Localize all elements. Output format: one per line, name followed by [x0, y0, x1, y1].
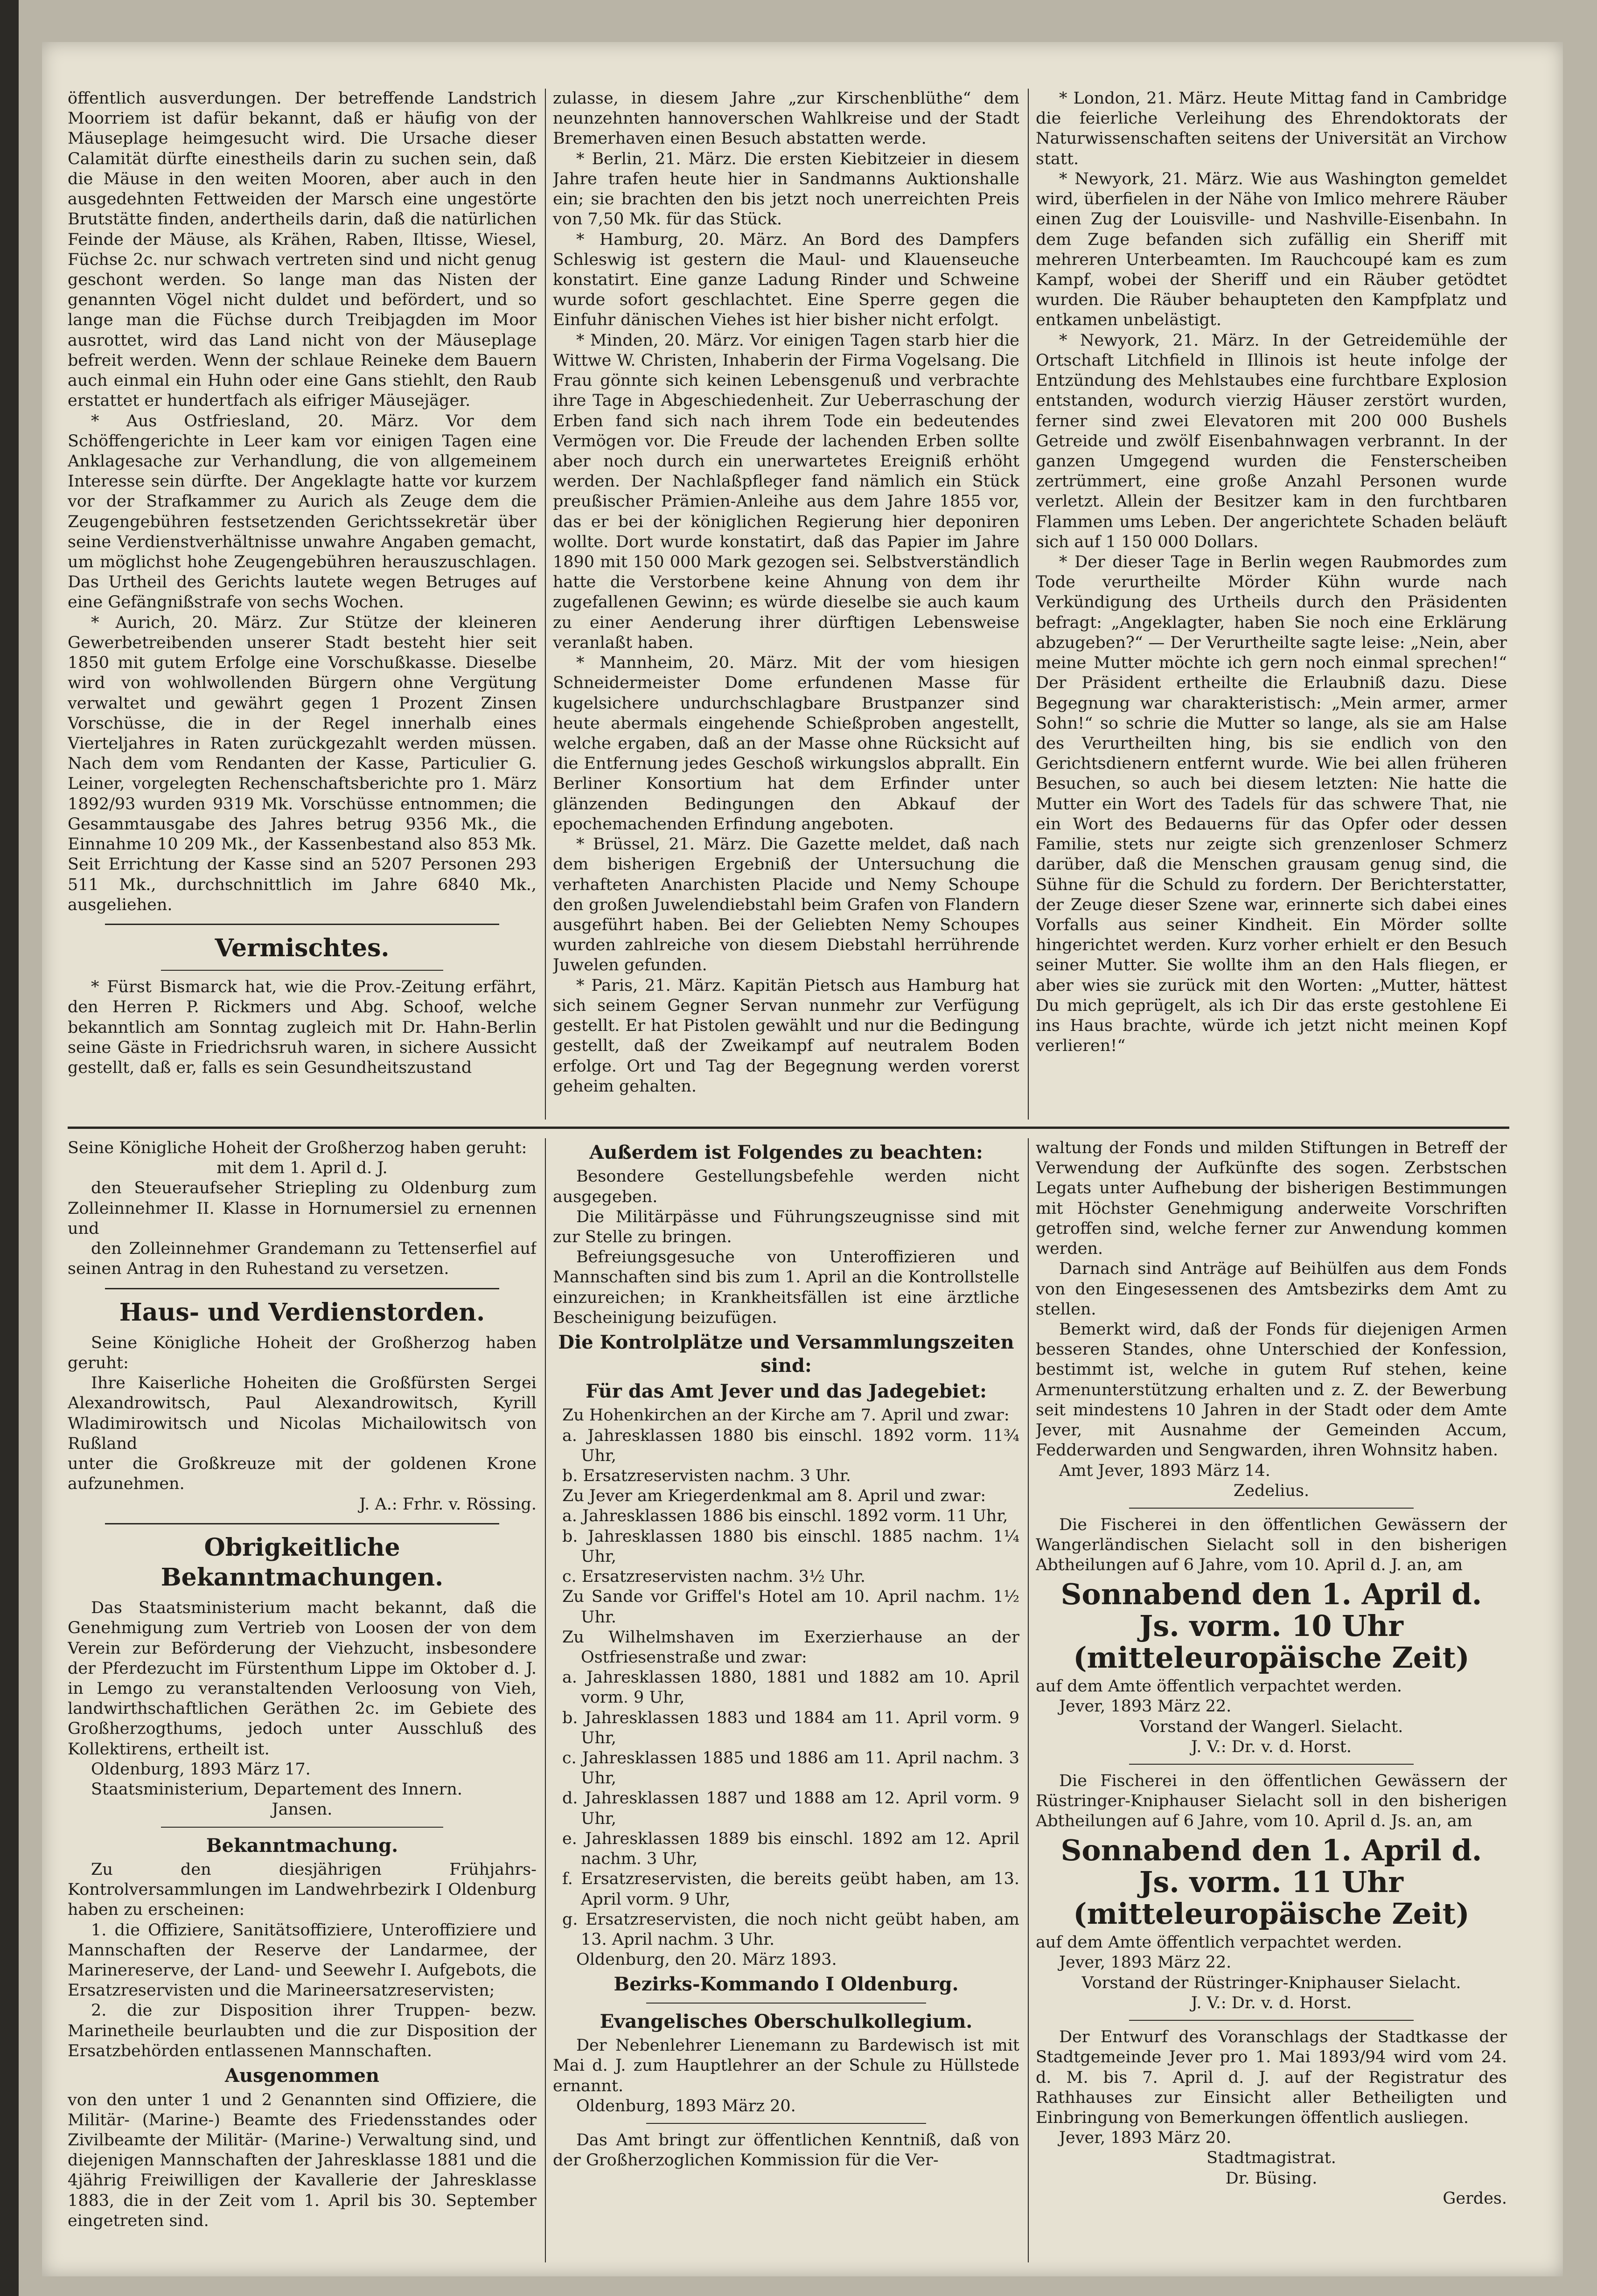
- fischerei-wanger-termin: Sonnabend den 1. April d. Js. vorm. 10 Uhr (mitteleuropäische Zeit): [1060, 1577, 1482, 1675]
- fonds-text: waltung der Fonds und milden Stiftungen in Betreff der Verwendung der Aufkünfte des sogen. Zerbstschen Legats unter Aufhebung der bisherigen Bestimmungen mit Höchster Genehmigung anderweite Vorschriften getroffen sind, welche ferner zur Anwendung kommen werden.: [1036, 1139, 1507, 1259]
- divider: [105, 1288, 499, 1289]
- column-rule-top-1: [545, 89, 546, 1120]
- announcement-striepling: den Steueraufseher Striepling zu Oldenburg zum Zolleinnehmer II. Klasse in Hornumersiel zu ernennen und: [68, 1179, 537, 1238]
- orden-grosskreuze: unter die Großkreuze mit der goldenen Krone aufzunehmen.: [68, 1454, 537, 1494]
- schedule-line: Zu Wilhelmshaven im Exerzierhause an der Ostfriesenstraße und zwar:: [562, 1628, 1019, 1667]
- stadtkasse-buesing: Dr. Büsing.: [1225, 2169, 1318, 2188]
- article-newyork-explosion: * Newyork, 21. März. In der Getreidemühle der Ortschaft Litchfield in Illinois ist heute infolge der Entzündung des Mehlstaubes eine furchtbare Explosion entstanden, wodurch vierzig Häuser zerstört wurden, ferner sind zwei Elevatoren mit 200 000 Bushels Getreide und zwölf Eisenbahnwagen verbrannt. In der ganzen Umgegend wurden die Fensterscheiben zertrümmert, eine große Anzahl Personen wurde verletzt. Allein der Besitzer kam in den furchtbaren Flammen ums Leben. Der angerichtete Schaden beläuft sich auf 1 150 000 Dollars.: [1036, 331, 1507, 551]
- column-rule-bottom-1: [545, 1138, 546, 2262]
- article-bremerhaven: zulasse, in diesem Jahre „zur Kirschenblüthe“ dem neunzehnten hannoverschen Wahlkreise und der Stadt Bremerhaven einen Besuch abstatten werde.: [553, 89, 1019, 148]
- notice-amt-kommission: Das Amt bringt zur öffentlichen Kenntniß, daß von der Großherzoglichen Kommission für die Ver-: [553, 2131, 1019, 2170]
- rule-militaerpaesse: Die Militärpässe und Führungszeugnisse sind mit zur Stelle zu bringen.: [553, 1207, 1019, 1247]
- notice-lotterie-signature: Jansen.: [272, 1800, 333, 1819]
- notice-lienemann: Der Nebenlehrer Lienemann zu Bardewisch ist mit Mai d. J. zum Hauptlehrer an der Schule zu Hüllstede ernannt.: [553, 2036, 1019, 2095]
- fischerei-wanger-vorstand: Vorstand der Wangerl. Sielacht.: [1139, 1717, 1403, 1736]
- schedule-line: a. Jahresklassen 1880 bis einschl. 1892 vorm. 11¾ Uhr,: [562, 1426, 1019, 1465]
- top-column-2: [553, 89, 1019, 1120]
- kommando-date: Oldenburg, den 20. März 1893.: [576, 1950, 837, 1969]
- column-rule-top-2: [1028, 89, 1029, 1120]
- fonds-signature: Zedelius.: [1233, 1481, 1310, 1500]
- heading-divider: [161, 970, 443, 971]
- schedule-line: b. Jahresklassen 1883 und 1884 am 11. April vorm. 9 Uhr,: [562, 1708, 1019, 1747]
- fischerei-wanger-text: Die Fischerei in den öffentlichen Gewässern der Wangerländischen Sielacht soll in den bisherigen Abtheilungen auf 6 Jahre, vom 10. April d. J. an, am: [1036, 1515, 1507, 1575]
- divider: [1129, 1508, 1414, 1509]
- article-mannheim: * Mannheim, 20. März. Mit der vom hiesigen Schneidermeister Dome erfundenen Masse für kugelsichere undurchschlagbare Brustpanzer sind heute abermals eingehende Schießproben angestellt, welche ergaben, daß an der Masse ohne Rücksicht auf die Entfernung jedes Geschoß wirkungslos abprallt. Ein Berliner Konsortium hat dem Erfinder unter glänzenden Bedingungen den Abkauf der epochemachenden Erfindung angeboten.: [553, 654, 1019, 834]
- schedule-line: c. Jahresklassen 1885 und 1886 am 11. April nachm. 3 Uhr,: [562, 1749, 1019, 1788]
- schedule-line: Zu Jever am Kriegerdenkmal am 8. April und zwar:: [562, 1487, 986, 1506]
- kontrol-intro: Zu den diesjährigen Frühjahrs-Kontrolversammlungen im Landwehrbezirk I Oldenburg haben zu erscheinen:: [68, 1860, 537, 1920]
- heading-hausorden: Haus- und Verdienstorden.: [119, 1298, 485, 1327]
- article-aurich: * Aurich, 20. März. Zur Stütze der kleineren Gewerbetreibenden unserer Stadt besteht hier seit 1850 mit gutem Erfolge eine Vorschußkasse. Dieselbe wird von wohlwollenden Bürgern ohne Vergütung verwaltet und gewährt gegen 1 Prozent Zinsen Vorschüsse, die in der Regel innerhalb eines Vierteljahres in Raten zurückgezahlt werden müssen. Nach dem vom Rendanten der Kasse, Particulier G. Leiner, vorgelegten Rechenschaftsberichte pro 1. März 1892/93 wurden 9319 Mk. Vorschüsse entnommen; die Gesammtausgabe des Jahres betrug 9356 Mk., die Einnahme 10 209 Mk., der Kassenbestand also 853 Mk. Seit Errichtung der Kasse sind an 5207 Personen 293 511 Mk., durchschnittlich im Jahre 6840 Mk., ausgeliehen.: [68, 613, 537, 914]
- heading-ausgenommen: Ausgenommen: [225, 2065, 379, 2087]
- stadtkasse-text: Der Entwurf des Voranschlags der Stadtkasse der Stadtgemeinde Jever pro 1. Mai 1893/94 wird vom 24. d. M. bis 7. April d. J. auf der Registratur des Rathhauses zur Einsicht aller Betheiligten und Einbringung von Bemerkungen öffentlich ausliegen.: [1036, 2028, 1507, 2127]
- article-moorriem: öffentlich ausverdungen. Der betreffende Landstrich Moorriem ist dafür bekannt, daß er häufig von der Mäuseplage heimgesucht wird. Die Ursache dieser Calamität dürfte einestheils darin zu suchen sein, daß die Mäuse in den weiten Mooren, aber auch in den ausgedehnten Fettweiden der Marsch eine ungestörte Brutstätte finden, andertheils darin, daß die natürlichen Feinde der Mäuse, als Krähen, Raben, Iltisse, Wiesel, Füchse 2c. nur schwach vertreten sind und nicht genug geschont werden. So lange man das Nisten der genannten Vögel nicht duldet und befördert, und so lange man die Füchse durch Treibjagden im Moor ausrottet, wird das Land nicht von der Mäuseplage befreit werden. Wenn der schlaue Reineke dem Bauern auch einmal ein Huhn oder eine Gans stiehlt, den Raub erstattet er hundertfach als eifriger Mäusejäger.: [68, 89, 537, 410]
- rule-gestellung: Besondere Gestellungsbefehle werden nicht ausgegeben.: [553, 1167, 1019, 1206]
- notice-lienemann-date: Oldenburg, 1893 März 20.: [576, 2096, 796, 2115]
- article-paris: * Paris, 21. März. Kapitän Pietsch aus Hamburg hat sich seinem Gegner Servan nunmehr zur Verfügung gestellt. Er hat Pistolen gewählt und nur die Bedingung gestellt, daß der Zweikampf auf neutralem Boden erfolge. Ort und Tag der Begegnung werden vorerst geheim gehalten.: [553, 976, 1019, 1096]
- article-newyork-train: * Newyork, 21. März. Wie aus Washington gemeldet wird, überfielen in der Nähe von Imlico mehrere Räuber einen Zug der Louisville- und Nashville-Eisenbahn. In dem Zuge befanden sich zufällig ein Sheriff mit mehreren Unterbeamten. Im Rauchcoupé kam es zum Kampf, wobei der Sheriff und ein Räuber getödtet wurden. Die Räuber behaupteten den Kampfplatz und entkamen unbelästigt.: [1036, 169, 1507, 330]
- section-heading-vermischtes: Vermischtes.: [215, 933, 390, 962]
- binding-edge: [0, 0, 19, 2296]
- fischerei-ruestringer-signature: J. V.: Dr. v. d. Horst.: [1191, 1993, 1352, 2012]
- article-london: * London, 21. März. Heute Mittag fand in Cambridge die feierliche Verleihung des Ehrendoktorats der Naturwissenschaften seitens der Universität an Virchow statt.: [1036, 89, 1507, 168]
- fischerei-wanger-signature: J. V.: Dr. v. d. Horst.: [1191, 1737, 1352, 1756]
- stadtkasse-magistrat: Stadtmagistrat.: [1206, 2149, 1336, 2168]
- divider: [1129, 1764, 1414, 1765]
- article-minden: * Minden, 20. März. Vor einigen Tagen starb hier die Wittwe W. Christen, Inhaberin der Firma Vogelsang. Die Frau gönnte sich keinen Lebensgenuß und verbrachte ihre Tage in Abgeschiedenheit. Zur Ueberraschung der Erben fand sich nach ihrem Tode ein bedeutendes Vermögen vor. Die Freude der lachenden Erben sollte aber noch durch ein unerwartetes Ereigniß erhöht werden. Der Nachlaßpfleger fand nämlich ein Stück preußischer Prämien-Anleihe aus dem Jahre 1855 vor, das er bei der königlichen Regierung hier deponiren wollte. Dort wurde konstatirt, daß das Papier im Jahre 1890 mit 150 000 Mark gezogen sei. Selbstverständlich hatte die Verstorbene keine Ahnung von dem ihr zugefallenen Gewinn; es würde dieselbe sie auch kaum zu einer Aenderung ihrer dürftigen Lebensweise veranlaßt haben.: [553, 331, 1019, 652]
- heading-amt-jever: Für das Amt Jever und das Jadegebiet:: [586, 1380, 987, 1402]
- article-hamburg: * Hamburg, 20. März. An Bord des Dampfers Schleswig ist gestern die Maul- und Klauenseuche konstatirt. Eine ganze Ladung Rinder und Schweine wurde sofort geschlachtet. Eine Sperre gegen die Einfuhr dänischen Viehes ist hier bisher nicht erfolgt.: [553, 230, 1019, 330]
- bottom-column-2: [553, 1138, 1019, 2262]
- stadtkasse-gerdes: Gerdes.: [1443, 2189, 1507, 2208]
- kontrol-exceptions: von den unter 1 und 2 Genannten sind Offiziere, die Militär- (Marine-) Beamte des Friedensstandes oder Zivilbeamte der Militär- (Marine-) Verwaltung sind, und diejenigen Mannschaften der Jahresklasse 1881 und die 4jährig Freiwilligen der Kavallerie der Jahresklasse 1883, die in der Zeit vom 1. April bis 30. September eingetreten sind.: [68, 2090, 537, 2230]
- fischerei-ruestringer-text: Die Fischerei in den öffentlichen Gewässern der Rüstringer-Kniphauser Sielacht soll in den bisherigen Abtheilungen auf 6 Jahre, vom 10. April d. Js. an, am: [1036, 1772, 1507, 1831]
- notice-lotterie-ministry: Staatsministerium, Departement des Innern.: [91, 1780, 462, 1799]
- column-rule-bottom-2: [1028, 1138, 1029, 2262]
- announcement-grandemann: den Zolleinnehmer Grandemann zu Tettenserfiel auf seinen Antrag in den Ruhestand zu versetzen.: [68, 1239, 537, 1279]
- divider: [1129, 2020, 1414, 2021]
- orden-grossfuersten: Ihre Kaiserliche Hoheiten die Großfürsten Sergei Alexandrowitsch, Paul Alexandrowitsch, Kyrill Wladimirowitsch und Nicolas Michailowitsch von Rußland: [68, 1374, 537, 1453]
- orden-signature: J. A.: Frhr. v. Rössing.: [359, 1495, 537, 1514]
- kommando-signature: Bezirks-Kommando I Oldenburg.: [614, 1973, 959, 1996]
- section-divider: [105, 924, 499, 925]
- article-moerder-kuehn: * Der dieser Tage in Berlin wegen Raubmordes zum Tode verurtheilte Mörder Kühn wurde nach Verkündigung des Urtheils durch den Präsidenten befragt: „Angeklagter, haben Sie noch eine Erklärung abzugeben?“ — Der Verurtheilte sagte leise: „Nein, aber meine Mutter möchte ich gern noch einmal sprechen!“ Der Präsident ertheilte die Erlaubniß dazu. Diese Begegnung war charakteristisch: „Mein armer, armer Sohn!“ so schrie die Mutter so lange, als sie am Halse des Verurtheilten hing, bis sie endlich von den Gerichtsdienern entfernt wurde. Wie bei allen früheren Besuchen, so auch bei diesem letzten: Nie hatte die Mutter ein Wort des Tadels für das schwere That, nie ein Wort des Bedauerns für das Opfer oder dessen Familie, stets nur zeigte sich grenzenloser Schmerz darüber, daß die Menschen grausam genug sind, die Sühne für die Schuld zu fordern. Der Berichterstatter, der Zeuge dieser Szene war, erinnerte sich dabei eines Vorfalls aus seiner Kindheit. Ein Mörder sollte hingerichtet werden. Kurz vorher erhielt er den Besuch seiner Mutter. Sie wollte ihm an den Hals fliegen, er aber wies sie zurück mit den Worten: „Mutter, hättest Du mich geprügelt, als ich Dir das erste gestohlene Ei ins Haus brachte, würde ich jetzt nicht meinen Kopf verlieren!“: [1036, 553, 1507, 1056]
- notice-lotterie-date: Oldenburg, 1893 März 17.: [91, 1760, 311, 1779]
- top-column-1: [68, 89, 537, 1120]
- divider: [161, 1827, 443, 1828]
- heading-oberschulkollegium: Evangelisches Oberschulkollegium.: [600, 2010, 973, 2032]
- bottom-column-3: [1036, 1138, 1507, 2262]
- article-bismarck: * Fürst Bismarck hat, wie die Prov.-Zeitung erfährt, den Herren P. Rickmers und Abg. Schoof, welche bekanntlich am Sonntag zugleich mit Dr. Hahn-Berlin seine Gäste in Friedrichsruh waren, in sichere Aussicht gestellt, daß er, falls es sein Gesundheitszustand: [68, 978, 537, 1078]
- stadtkasse-date: Jever, 1893 März 20.: [1059, 2129, 1232, 2148]
- fischerei-ruestringer-verpachtung: auf dem Amte öffentlich verpachtet werden.: [1036, 1933, 1402, 1952]
- orden-intro: Seine Königliche Hoheit der Großherzog haben geruht:: [68, 1333, 537, 1372]
- schedule-line: f. Ersatzreservisten, die bereits geübt haben, am 13. April vorm. 9 Uhr,: [562, 1870, 1019, 1909]
- article-ostfriesland: * Aus Ostfriesland, 20. März. Vor dem Schöffengerichte in Leer kam vor einigen Tagen eine Anklagesache zur Verhandlung, die von allgemeinem Interesse sein dürfte. Der Angeklagte hatte vor kurzem vor der Strafkammer zu Aurich als Zeuge dem die Zeugengebühren festsetzenden Gerichtssekretär über seine Verdienstverhältnisse unwahre Angaben gemacht, um möglichst hohe Zeugengebühren herauszuschlagen. Das Urtheil des Gerichts lautete wegen Betruges auf eine Gefängnißstrafe von sechs Wochen.: [68, 411, 537, 612]
- schedule-line: b. Jahresklassen 1880 bis einschl. 1885 nachm. 1¼ Uhr,: [562, 1527, 1019, 1566]
- heading-ausserdem: Außerdem ist Folgendes zu beachten:: [589, 1141, 983, 1163]
- fischerei-wanger-verpachtung: auf dem Amte öffentlich verpachtet werden.: [1036, 1677, 1402, 1696]
- schedule-line: c. Ersatzreservisten nachm. 3½ Uhr.: [562, 1567, 866, 1586]
- announcement-intro: Seine Königliche Hoheit der Großherzog haben geruht:: [68, 1139, 527, 1157]
- schedule-line: g. Ersatzreservisten, die noch nicht geübt haben, am 13. April nachm. 3 Uhr.: [562, 1910, 1019, 1949]
- heading-bekanntmachung: Bekanntmachung.: [206, 1834, 398, 1857]
- heading-kontrolplaetze: Die Kontrolplätze und Versammlungszeiten sind:: [558, 1331, 1014, 1377]
- kontrol-item-1: 1. die Offiziere, Sanitätsoffiziere, Unteroffiziere und Mannschaften der Reserve der Landarmee, der Marinereserve, der Land- und Seewehr I. Aufgebots, die Ersatzreservisten und die Marineersatzreservisten;: [68, 1920, 537, 2000]
- schedule-line: a. Jahresklassen 1880, 1881 und 1882 am 10. April vorm. 9 Uhr,: [562, 1668, 1019, 1707]
- main-horizontal-rule: [68, 1127, 1509, 1129]
- fonds-date: Amt Jever, 1893 März 14.: [1059, 1461, 1270, 1480]
- divider: [646, 2003, 926, 2004]
- fonds-antraege: Darnach sind Anträge auf Beihülfen aus dem Fonds von den Eingesessenen des Amtsbezirks dem Amt zu stellen.: [1036, 1259, 1507, 1319]
- fischerei-ruestringer-vorstand: Vorstand der Rüstringer-Kniphauser Sielacht.: [1081, 1973, 1461, 1992]
- rule-befreiung: Befreiungsgesuche von Unteroffizieren und Mannschaften sind bis zum 1. April an die Kontrollstelle einzureichen; in Krankheitsfällen ist eine ärztliche Bescheinigung beizufügen.: [553, 1248, 1019, 1327]
- schedule-line: e. Jahresklassen 1889 bis einschl. 1892 am 12. April nachm. 3 Uhr,: [562, 1829, 1019, 1869]
- schedule-line: d. Jahresklassen 1887 und 1888 am 12. April vorm. 9 Uhr,: [562, 1789, 1019, 1828]
- kontrol-item-2: 2. die zur Disposition ihrer Truppen- bezw. Marinetheile beurlaubten und die zur Disposition der Ersatzbehörden entlassenen Mannschaften.: [68, 2001, 537, 2060]
- divider: [646, 2123, 926, 2124]
- notice-lotterie: Das Staatsministerium macht bekannt, daß die Genehmigung zum Vertrieb von Loosen der von dem Verein zur Beförderung der Viehzucht, insbesondere der Pferdezucht im Fürstenthum Lippe im Oktober d. J. in Lemgo zu veranstaltenden Verloosung von Vieh, landwirthschaftlichen Geräthen 2c. im Gebiete des Großherzogthums, jedoch unter Ausschluß des Kollektirens, ertheilt ist.: [68, 1599, 537, 1759]
- schedule-line: Zu Sande vor Griffel's Hotel am 10. April nachm. 1½ Uhr.: [562, 1587, 1019, 1627]
- announcement-date: mit dem 1. April d. J.: [216, 1159, 388, 1178]
- schedule-line: Zu Hohenkirchen an der Kirche am 7. April und zwar:: [562, 1406, 1010, 1425]
- fonds-bemerkung: Bemerkt wird, daß der Fonds für diejenigen Armen besseren Standes, ohne Unterschied der Konfession, bestimmt ist, welche in gutem Ruf stehen, keine Armenunterstützung erhalten und z. Z. der Bewerbung seit mindestens 10 Jahren in der Stadt oder dem Amte Jever, mit Ausnahme der Gemeinden Accum, Fedderwarden und Sengwarden, ihren Wohnsitz haben.: [1036, 1320, 1507, 1460]
- article-bruessel: * Brüssel, 21. März. Die Gazette meldet, daß nach dem bisherigen Ergebniß der Untersuchung die verhafteten Anarchisten Placide und Nemy Schoupe den großen Juwelendiebstahl beim Grafen von Flandern ausgeführt haben. Bei der Geliebten Nemy Schoupes wurden zahlreiche von diesem Diebstahl herrührende Juwelen gefunden.: [553, 835, 1019, 975]
- heading-obrigkeitliche: Obrigkeitliche Bekanntmachungen.: [160, 1533, 444, 1592]
- fischerei-wanger-date: Jever, 1893 März 22.: [1059, 1697, 1232, 1716]
- divider: [105, 1523, 499, 1524]
- fischerei-ruestringer-termin: Sonnabend den 1. April d. Js. vorm. 11 Uhr (mitteleuropäische Zeit): [1060, 1833, 1482, 1931]
- bottom-column-1: [68, 1138, 537, 2262]
- newspaper-page: [42, 42, 1563, 2276]
- article-berlin: * Berlin, 21. März. Die ersten Kiebitzeier in diesem Jahre trafen heute hier in Sandmanns Auktionshalle ein; sie brachten den bis jetzt noch unerreichten Preis von 7,50 Mk. für das Stück.: [553, 149, 1019, 229]
- fischerei-ruestringer-date: Jever, 1893 März 22.: [1059, 1953, 1232, 1972]
- schedule-line: a. Jahresklassen 1886 bis einschl. 1892 vorm. 11 Uhr,: [562, 1507, 1008, 1526]
- top-column-3: [1036, 89, 1507, 1120]
- schedule-line: b. Ersatzreservisten nachm. 3 Uhr.: [562, 1466, 851, 1485]
